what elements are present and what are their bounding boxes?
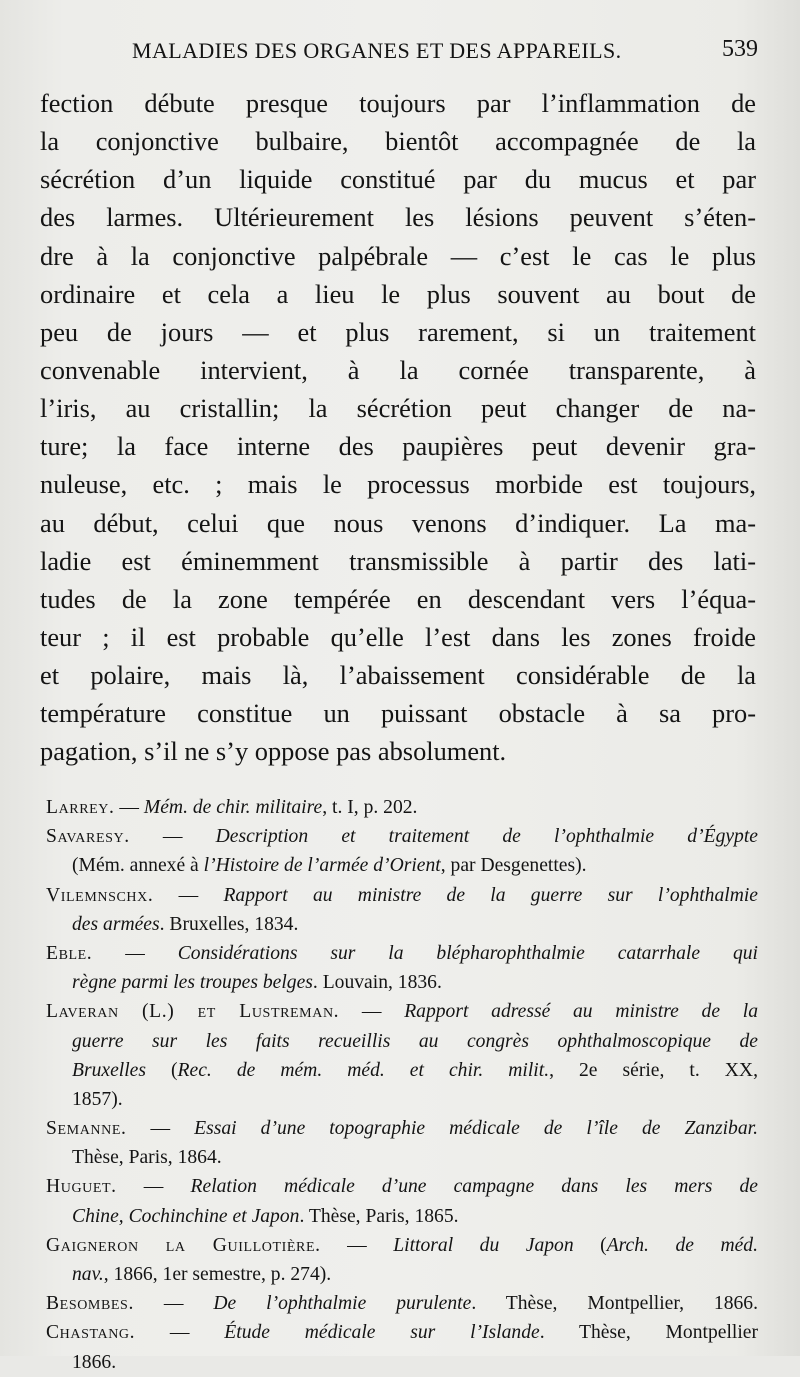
reference-continuation: 1857). — [72, 1088, 123, 1110]
text-line: la conjonctive bulbaire, bientôt accompagnée de la — [40, 126, 756, 157]
text-line: peu de jours — et plus rarement, si un traitement — [40, 316, 756, 347]
reference-continuation: nav., 1866, 1er semestre, p. 274). — [72, 1264, 332, 1285]
reference-continuation: guerre sur les faits recueillis au congrès ophthalmoscopique de — [72, 1030, 758, 1052]
bibliography — [46, 793, 758, 1377]
text-line: tudes de la zone tempérée en descendant vers l’équa- — [40, 583, 756, 614]
reference-entry: Besombes. — De l’ophthalmie purulente. Thèse, Montpellier, 1866. — [46, 1293, 759, 1315]
reference-entry: Eble. — Considérations sur la blépharophthalmie catarrhale qui — [46, 942, 759, 964]
reference-title: Étude médicale sur l’Islande — [224, 1322, 540, 1344]
text-line: teur ; il est probable qu’elle l’est dans les zones froide — [40, 621, 756, 652]
reference-entry: Savaresy. — Description et traitement de l’ophthalmie d’Égypte — [46, 826, 758, 848]
reference-author: Larrey. — [46, 797, 115, 818]
text-line: température constitue un puissant obstacle à sa pro- — [40, 698, 756, 729]
text-line: ture; la face interne des paupières peut devenir gra- — [40, 431, 756, 462]
reference-continuation: des armées. Bruxelles, 1834. — [72, 913, 299, 935]
reference-title: Mém. de chir. militaire — [143, 797, 323, 818]
reference-continuation: règne parmi les troupes belges. Louvain, 1836. — [72, 972, 442, 994]
text-line: ladie est éminemment transmissible à partir des lati- — [40, 545, 756, 576]
reference-continuation: 1866. — [72, 1351, 117, 1373]
running-head: MALADIES DES ORGANES ET DES APPAREILS. — [132, 38, 622, 63]
reference-author: Chastang. — [46, 1322, 136, 1344]
reference-entry: Semanne. — Essai d’une topographie médicale de l’île de Zanzibar. — [46, 1118, 759, 1140]
text-line: sécrétion d’un liquide constitué par du mucus et par — [40, 164, 756, 195]
reference-entry: Gaigneron la Guillotière. — Littoral du Japon (Arch. de méd. — [46, 1234, 759, 1256]
reference-author: Besombes. — [46, 1293, 134, 1315]
text-line: pagation, s’il ne s’y oppose pas absolument. — [40, 736, 507, 767]
reference-title: De l’ophthalmie purulente — [213, 1293, 472, 1315]
reference-title: Description et traitement de l’ophthalmie d’Égypte — [215, 826, 758, 848]
text-line: l’iris, au cristallin; la sécrétion peut changer de na- — [40, 393, 756, 424]
reference-title: Essai d’une topographie médicale de l’île de Zanzibar. — [194, 1118, 759, 1140]
reference-continuation: Thèse, Paris, 1864. — [72, 1147, 222, 1169]
reference-author: Vilemnschx. — [46, 884, 154, 906]
text-line: des larmes. Ultérieurement les lésions peuvent s’éten- — [40, 202, 756, 233]
reference-author: Gaigneron la Guillotière. — [46, 1234, 321, 1256]
text-line: dre à la conjonctive palpébrale — c’est le cas le plus — [40, 240, 756, 271]
reference-author: Semanne. — [46, 1118, 127, 1140]
reference-continuation: (Mém. annexé à l’Histoire de l’armée d’Orient, par Desgenettes). — [72, 855, 587, 877]
text-line: au début, celui que nous venons d’indiquer. La ma- — [40, 507, 756, 538]
reference-entry: Vilemnschx. — Rapport au ministre de la guerre sur l’ophthalmie — [46, 884, 759, 906]
reference-title: Rapport adressé au ministre de la — [404, 1001, 758, 1023]
reference-continuation: Chine, Cochinchine et Japon. Thèse, Paris, 1865. — [72, 1205, 459, 1227]
reference-entry: Chastang. — Étude médicale sur l’Islande. Thèse, Montpellier — [46, 1322, 758, 1344]
text-line: et polaire, mais là, l’abaissement considérable de la — [40, 660, 756, 691]
page-header — [40, 36, 758, 70]
text-line: convenable intervient, à la cornée transparente, à — [40, 354, 756, 385]
reference-entry: Larrey. — Mém. de chir. militaire, t. I, p. 202. — [46, 797, 418, 818]
text-line: ordinaire et cela a lieu le plus souvent au bout de — [40, 278, 756, 309]
reference-author: Eble. — [46, 942, 93, 964]
reference-entry: Huguet. — Relation médicale d’une campagne dans les mers de — [46, 1176, 758, 1198]
body-text — [40, 84, 756, 771]
text-line: fection débute presque toujours par l’inflammation de — [40, 88, 756, 118]
reference-author: Huguet. — [46, 1176, 117, 1198]
reference-author: Savaresy. — [46, 826, 130, 848]
reference-entry: Laveran (L.) et Lustreman. — Rapport adressé au ministre de la — [46, 1001, 758, 1023]
text-line: nuleuse, etc. ; mais le processus morbide est toujours, — [40, 469, 756, 500]
page-number: 539 — [722, 36, 758, 62]
reference-title: Relation médicale d’une campagne dans les mers de — [190, 1176, 758, 1198]
reference-continuation: Bruxelles (Rec. de mém. méd. et chir. milit., 2e série, t. XX, — [72, 1059, 758, 1081]
reference-title: Considérations sur la blépharophthalmie catarrhale qui — [177, 942, 759, 964]
reference-title: Littoral du Japon — [393, 1234, 574, 1256]
reference-author: Laveran (L.) et Lustreman. — [46, 1001, 340, 1023]
reference-title: Rapport au ministre de la guerre sur l’ophthalmie — [223, 884, 759, 906]
